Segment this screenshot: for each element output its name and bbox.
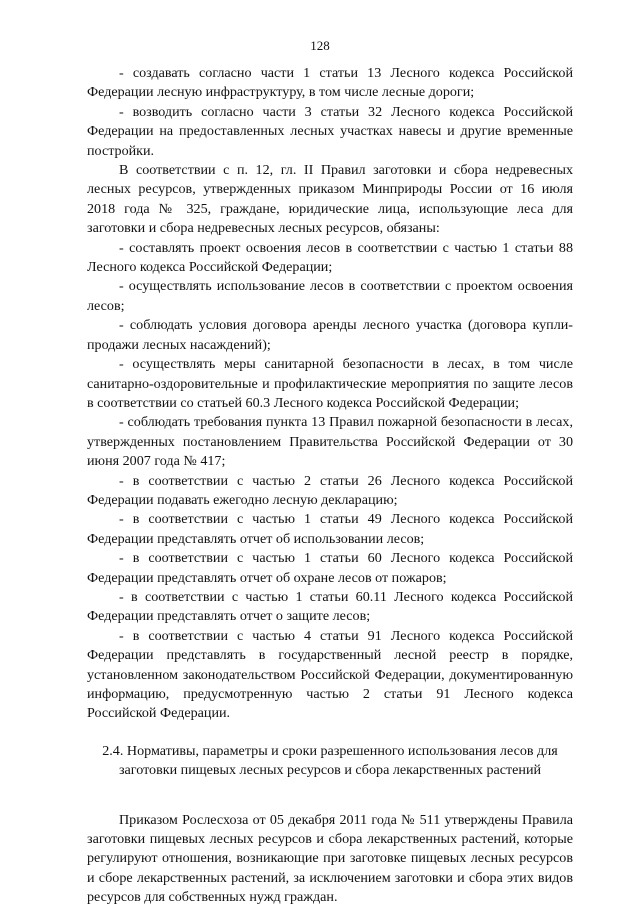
- paragraph: - осуществлять меры санитарной безопасности в лесах, в том числе санитарно-оздоровительные и профилактические мероприятия по защите лесов в соответствии со статьей 60.3 Лесного кодекса Российской Федерации;: [87, 356, 573, 411]
- paragraph: - в соответствии с частью 1 статьи 60 Лесного кодекса Российской Федерации представлять отчет об охране лесов от пожаров;: [87, 550, 573, 586]
- paragraph: - создавать согласно части 1 статьи 13 Лесного кодекса Российской Федерации лесную инфраструктуру, в том числе лесные дороги;: [87, 65, 573, 101]
- paragraph: В соответствии с п. 12, гл. II Правил заготовки и сбора недревесных лесных ресурсов, утвержденных приказом Минприроды России от 16 июля 2018 года № 325, граждане, юридические лица, использующие леса для заготовки и сбора недревесных лесных ресурсов, обязаны:: [87, 162, 573, 237]
- paragraph: - в соответствии с частью 1 статьи 49 Лесного кодекса Российской Федерации представлять отчет об использовании лесов;: [87, 511, 573, 547]
- document-body: [87, 64, 573, 908]
- paragraph: - возводить согласно части 3 статьи 32 Лесного кодекса Российской Федерации на предоставленных лесных участках навесы и другие временные постройки.: [87, 103, 573, 159]
- paragraph: - составлять проект освоения лесов в соответствии с частью 1 статьи 88 Лесного кодекса Российской Федерации;: [87, 239, 573, 276]
- paragraph: - в соответствии с частью 1 статьи 60.11 Лесного кодекса Российской Федерации представлять отчет о защите лесов;: [87, 588, 573, 625]
- paragraph: - осуществлять использование лесов в соответствии с проектом освоения лесов;: [87, 278, 573, 314]
- paragraph: - соблюдать требования пункта 13 Правил пожарной безопасности в лесах, утвержденных постановлением Правительства Российской Федерации от 30 июня 2007 года № 417;: [87, 414, 573, 470]
- paragraph: - в соответствии с частью 4 статьи 91 Лесного кодекса Российской Федерации представлять в государственный лесной реестр в порядке, установленном законодательством Российской Федерации, документированную информацию, предусмотренную частью 2 статьи 91 Лесного кодекса Российской Федерации.: [87, 627, 573, 722]
- paragraph: - в соответствии с частью 2 статьи 26 Лесного кодекса Российской Федерации подавать ежегодно лесную декларацию;: [87, 472, 573, 508]
- page-number: 128: [310, 38, 330, 53]
- paragraph: Приказом Рослесхоза от 05 декабря 2011 года № 511 утверждены Правила заготовки пищевых лесных ресурсов и сбора лекарственных растений, которые регулируют отношения, возникающие при заготовке пищевых лесных ресурсов и сборе лекарственных растений, за исключением заготовки и сбора этих видов ресурсов для собственных нужд граждан.: [87, 811, 573, 906]
- paragraph: - соблюдать условия договора аренды лесного участка (договора купли-продажи лесных насаждений);: [87, 317, 573, 353]
- section-heading: 2.4. Нормативы, параметры и сроки разрешенного использования лесов для заготовки пищевых лесных ресурсов и сбора лекарственных растений: [102, 742, 558, 779]
